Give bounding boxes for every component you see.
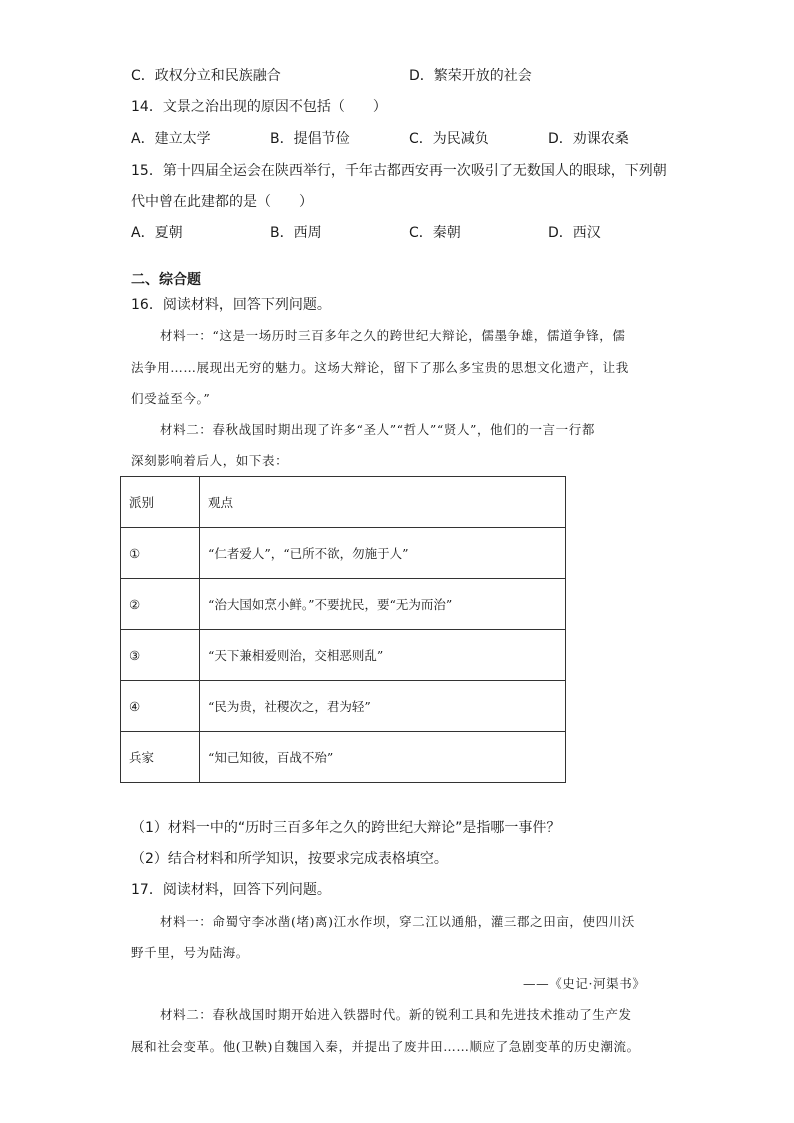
q17-material1-line1: 材料一：命蜀守李冰凿(堵)离)江水作坝，穿二江以通船，灌三郡之田亩，使四川沃 [160, 914, 635, 929]
table-row [121, 681, 566, 732]
schools-table [120, 476, 566, 783]
q16-subquestion-1: （1）材料一中的“历时三百多年之久的跨世纪大辩论”是指哪一事件？ [131, 820, 561, 836]
q13-option-d: D．繁荣开放的社会 [409, 68, 532, 84]
table-row [121, 528, 566, 579]
table-header-cell: 派别 [121, 477, 200, 528]
q13-option-c: C．政权分立和民族融合 [131, 68, 281, 84]
table-cell-school: ① [121, 528, 200, 579]
q14-option-d: D．劝课农桑 [548, 131, 629, 147]
table-row [121, 630, 566, 681]
table-row [121, 732, 566, 783]
table-cell-view: “民为贵，社稷次之，君为轻” [200, 681, 566, 732]
q16-material2-line2: 深刻影响着后人，如下表： [131, 453, 289, 468]
section-title: 二、综合题 [131, 272, 201, 288]
q17-material2-line1: 材料二：春秋战国时期开始进入铁器时代。新的锐利工具和先进技术推动了生产发 [160, 1007, 632, 1022]
q14-stem: 14．文景之治出现的原因不包括（ ） [131, 99, 387, 115]
q17-stem: 17．阅读材料，回答下列问题。 [131, 882, 331, 898]
table-cell-school: ③ [121, 630, 200, 681]
q14-option-a: A．建立太学 [131, 131, 211, 147]
table-cell-school: ④ [121, 681, 200, 732]
q16-material2-line1: 材料二：春秋战国时期出现了许多“圣人”“哲人”“贤人”，他们的一言一行都 [160, 422, 595, 437]
q17-material2-line2: 展和社会变革。他(卫鞅)自魏国入秦，并提出了废井田……顺应了急剧变革的历史潮流。 [131, 1039, 640, 1054]
table-cell-school: ② [121, 579, 200, 630]
q15-option-d: D．西汉 [548, 225, 601, 241]
table-row [121, 579, 566, 630]
q16-stem: 16．阅读材料，回答下列问题。 [131, 297, 331, 313]
q16-material1-line2: 法争用……展现出无穷的魅力。这场大辩论，留下了那么多宝贵的思想文化遗产，让我 [131, 360, 629, 375]
q15-option-b: B．西周 [270, 225, 322, 241]
q14-option-b: B．提倡节俭 [270, 131, 350, 147]
table-cell-school: 兵家 [121, 732, 200, 783]
q15-stem-line2: 代中曾在此建都的是（ ） [131, 194, 313, 210]
table-cell-view: “知己知彼，百战不殆” [200, 732, 566, 783]
q15-option-c: C．秦朝 [409, 225, 461, 241]
q14-option-c: C．为民减负 [409, 131, 489, 147]
q15-option-a: A．夏朝 [131, 225, 183, 241]
table-cell-view: “仁者爱人”，“已所不欲，勿施于人” [200, 528, 566, 579]
table-header-cell: 观点 [200, 477, 566, 528]
q16-subquestion-2: （2）结合材料和所学知识，按要求完成表格填空。 [131, 851, 448, 867]
q16-material1-line3: 们受益至今。” [131, 391, 211, 406]
q16-material1-line1: 材料一：“这是一场历时三百多年之久的跨世纪大辩论，儒墨争雄，儒道争锋，儒 [160, 328, 626, 343]
table-cell-view: “天下兼相爱则治，交相恶则乱” [200, 630, 566, 681]
q17-source: ——《史记·河渠书》 [523, 976, 646, 991]
table-cell-view: “治大国如烹小鲜。”不要扰民，要“无为而治” [200, 579, 566, 630]
table-header-row [121, 477, 566, 528]
q17-material1-line2: 野千里，号为陆海。 [131, 945, 249, 960]
q15-stem-line1: 15．第十四届全运会在陕西举行，千年古都西安再一次吸引了无数国人的眼球，下列朝 [131, 163, 667, 179]
